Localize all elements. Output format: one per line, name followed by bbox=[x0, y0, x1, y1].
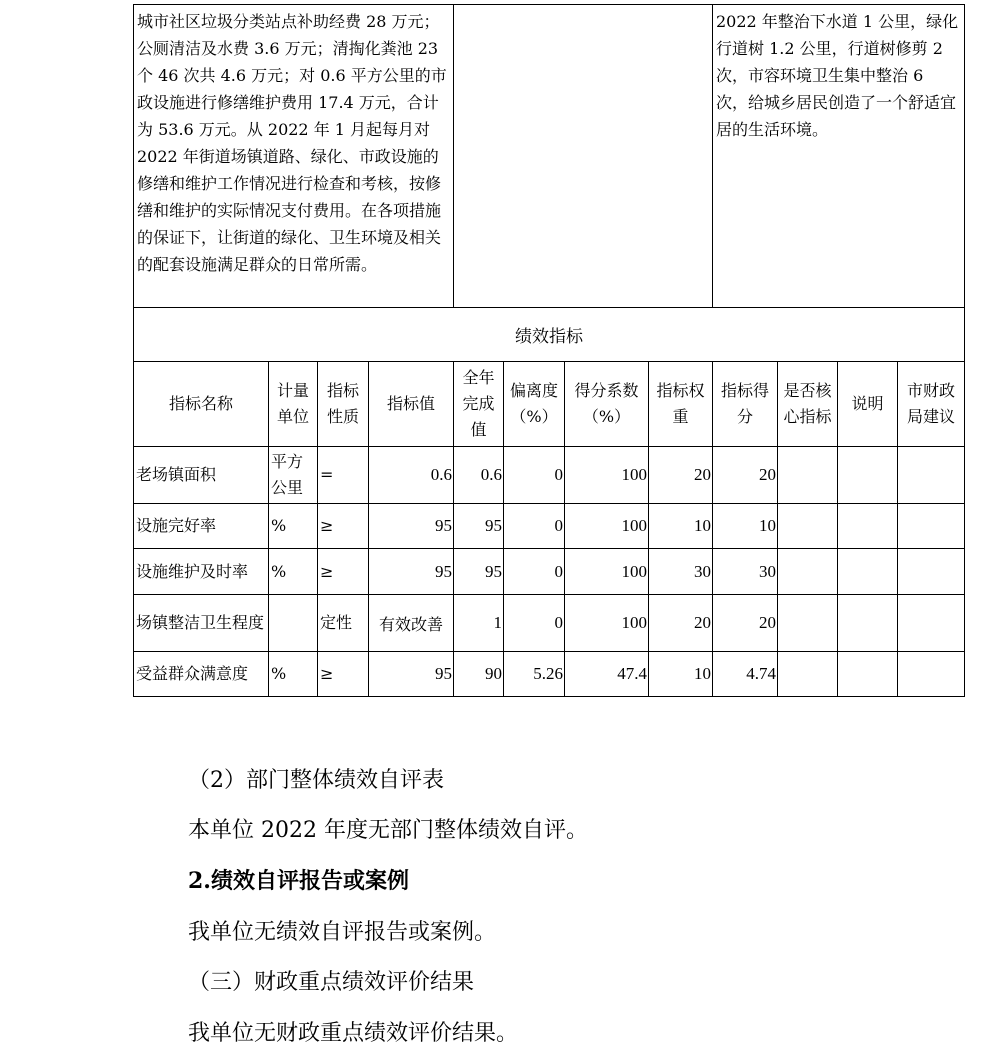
target-cell: 有效改善 bbox=[369, 595, 454, 652]
coef-cell: 100 bbox=[565, 504, 649, 549]
note-cell bbox=[838, 549, 898, 595]
note-cell bbox=[838, 504, 898, 549]
target-cell: 95 bbox=[369, 652, 454, 697]
table-row bbox=[134, 652, 965, 697]
unit-cell: % bbox=[269, 652, 318, 697]
coef-cell: 100 bbox=[565, 549, 649, 595]
performance-table bbox=[133, 4, 965, 697]
indicator-name: 场镇整洁卫生程度 bbox=[134, 595, 269, 652]
deviation-cell: 5.26 bbox=[504, 652, 565, 697]
target-cell: 0.6 bbox=[369, 447, 454, 504]
unit-cell bbox=[269, 595, 318, 652]
score-cell: 30 bbox=[713, 549, 778, 595]
advice-cell bbox=[898, 447, 965, 504]
advice-cell bbox=[898, 549, 965, 595]
header-target: 指标值 bbox=[369, 362, 454, 447]
header-weight: 指标权重 bbox=[649, 362, 713, 447]
section-heading: 2.绩效自评报告或案例 bbox=[188, 868, 409, 894]
indicator-name: 受益群众满意度 bbox=[134, 652, 269, 697]
paragraph-text: 我单位无绩效自评报告或案例。 bbox=[188, 920, 497, 945]
score-cell: 20 bbox=[713, 595, 778, 652]
actual-cell: 95 bbox=[454, 549, 504, 595]
unit-cell: % bbox=[269, 549, 318, 595]
actual-cell: 0.6 bbox=[454, 447, 504, 504]
results-text-cell: 2022 年整治下水道 1 公里，绿化行道树 1.2 公里，行道树修剪 2 次，市容环境卫生集中整治 6 次，给城乡居民创造了一个舒适宜居的生活环境。 bbox=[713, 5, 965, 308]
header-unit: 计量单位 bbox=[269, 362, 318, 447]
header-name: 指标名称 bbox=[134, 362, 269, 447]
score-cell: 4.74 bbox=[713, 652, 778, 697]
indicator-name: 设施维护及时率 bbox=[134, 549, 269, 595]
unit-cell: % bbox=[269, 504, 318, 549]
weight-cell: 20 bbox=[649, 595, 713, 652]
advice-cell bbox=[898, 595, 965, 652]
advice-cell bbox=[898, 652, 965, 697]
deviation-cell: 0 bbox=[504, 504, 565, 549]
table-row bbox=[134, 549, 965, 595]
actual-cell: 1 bbox=[454, 595, 504, 652]
header-coef: 得分系数（%） bbox=[565, 362, 649, 447]
core-cell bbox=[778, 652, 838, 697]
score-cell: 20 bbox=[713, 447, 778, 504]
weight-cell: 30 bbox=[649, 549, 713, 595]
nature-cell: = bbox=[318, 447, 369, 504]
nature-cell: ≥ bbox=[318, 652, 369, 697]
deviation-cell: 0 bbox=[504, 447, 565, 504]
score-cell: 10 bbox=[713, 504, 778, 549]
coef-cell: 100 bbox=[565, 447, 649, 504]
actual-cell: 95 bbox=[454, 504, 504, 549]
header-deviation: 偏离度（%） bbox=[504, 362, 565, 447]
coef-cell: 100 bbox=[565, 595, 649, 652]
core-cell bbox=[778, 595, 838, 652]
section-title-row bbox=[134, 308, 965, 362]
measures-text-cell: 城市社区垃圾分类站点补助经费 28 万元；公厕清洁及水费 3.6 万元；清掏化粪池 23 个 46 次共 4.6 万元；对 0.6 平方公里的市政设施进行修缮维护费用 17.4 万元，合计为 53.6 万元。从 2022 年 1 月起每月对 2022 年街道场镇道路、绿化、市政设施的修缮和维护工作情况进行检查和考核，按修缮和维护的实际情况支付费用。在各项措施的保证下，让街道的绿化、卫生环境及相关的配套设施满足群众的日常所需。 bbox=[134, 5, 454, 308]
advice-cell bbox=[898, 504, 965, 549]
weight-cell: 10 bbox=[649, 504, 713, 549]
actual-cell: 90 bbox=[454, 652, 504, 697]
core-cell bbox=[778, 504, 838, 549]
unit-cell: 平方公里 bbox=[269, 447, 318, 504]
core-cell bbox=[778, 549, 838, 595]
core-cell bbox=[778, 447, 838, 504]
nature-cell: 定性 bbox=[318, 595, 369, 652]
note-cell bbox=[838, 447, 898, 504]
note-cell bbox=[838, 652, 898, 697]
header-advice: 市财政局建议 bbox=[898, 362, 965, 447]
paragraph-text: 我单位无财政重点绩效评价结果。 bbox=[188, 1021, 519, 1046]
deviation-cell: 0 bbox=[504, 595, 565, 652]
header-core: 是否核心指标 bbox=[778, 362, 838, 447]
coef-cell: 47.4 bbox=[565, 652, 649, 697]
paragraph-text: 本单位 2022 年度无部门整体绩效自评。 bbox=[188, 818, 588, 843]
deviation-cell: 0 bbox=[504, 549, 565, 595]
nature-cell: ≥ bbox=[318, 549, 369, 595]
indicator-name: 设施完好率 bbox=[134, 504, 269, 549]
section-heading: （三）财政重点绩效评价结果 bbox=[188, 970, 475, 995]
header-actual: 全年完成值 bbox=[454, 362, 504, 447]
middle-empty-cell bbox=[454, 5, 713, 308]
target-cell: 95 bbox=[369, 549, 454, 595]
upper-text-row bbox=[134, 5, 965, 308]
nature-cell: ≥ bbox=[318, 504, 369, 549]
header-score: 指标得分 bbox=[713, 362, 778, 447]
header-note: 说明 bbox=[838, 362, 898, 447]
subsection-heading: （2）部门整体绩效自评表 bbox=[188, 768, 444, 793]
weight-cell: 10 bbox=[649, 652, 713, 697]
table-row bbox=[134, 504, 965, 549]
table-row bbox=[134, 447, 965, 504]
header-nature: 指标性质 bbox=[318, 362, 369, 447]
header-row bbox=[134, 362, 965, 447]
indicator-name: 老场镇面积 bbox=[134, 447, 269, 504]
weight-cell: 20 bbox=[649, 447, 713, 504]
section-title: 绩效指标 bbox=[134, 308, 965, 362]
note-cell bbox=[838, 595, 898, 652]
target-cell: 95 bbox=[369, 504, 454, 549]
table-row bbox=[134, 595, 965, 652]
